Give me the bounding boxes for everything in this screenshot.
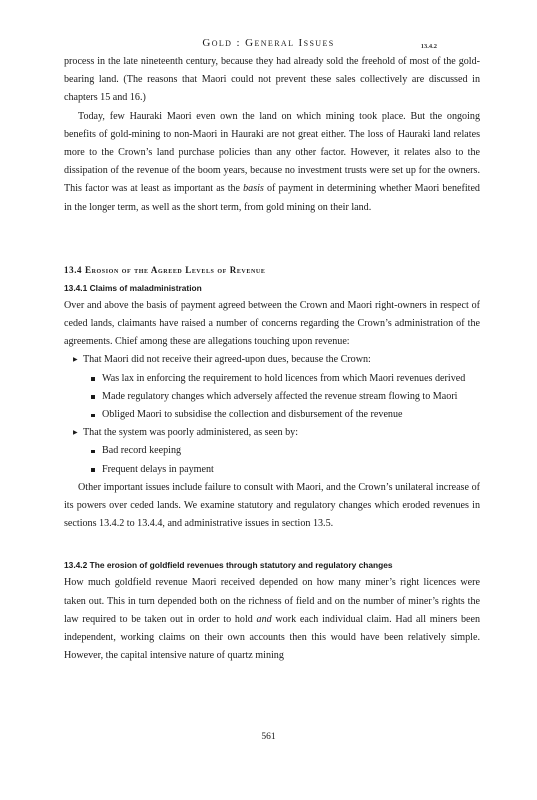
text-run: work each individual claim. Had all miners been independent, working claims on their own accounts then this would have been relatively simple. However, the capital intensive nature of quartz mining [64,613,481,662]
sub-bullet-list [83,370,480,425]
emphasis: and [256,613,272,625]
sub-list-item: Was lax in enforcing the requirement to hold licences from which Maori revenues derived [91,370,480,388]
section-number-tag: 13.4.2 [420,43,437,50]
page-number: 561 [261,732,276,742]
list-item [73,351,480,424]
running-header: Gold : General Issues [202,37,335,49]
sub-list-item: Obliged Maori to subsidise the collection and disbursement of the revenue [91,406,480,424]
text-run: How much goldfield revenue Maori received depended on how many miner’s right licences were taken out. This in turn depended both on the richness of field and on the number of miner’s rights the law required to be taken out in order to hold [64,577,480,625]
list-item [73,424,480,479]
sub-list-item: Made regulatory changes which adversely affected the revenue stream flowing to Maori [91,388,480,406]
subsection-heading: 13.4.1 Claims of maladministration [64,282,202,293]
list-item-text: That Maori did not receive their agreed-upon dues, because the Crown: [83,354,371,366]
paragraph: process in the late nineteenth century, because they had already sold the freehold of most of the gold-bearing land. (The reasons that Maori could not prevent these sales collectively are discussed in chapters 15 and 16.) [64,56,480,104]
text-run: Today, few Hauraki Maori even own the land on which mining took place. But the ongoing benefits of gold-mining to non-Maori in Hauraki are not great either. The loss of Hauraki land relates more to the Crown’s land purchase policies than any other factor. However, it relates also to the dissipation of the revenue of the boom years, because no investment trusts were set up for the owners. This factor was at least as important as the [64,110,480,195]
sub-list-item: Bad record keeping [91,442,480,460]
paragraph [64,108,480,217]
subsection-heading: 13.4.2 The erosion of goldfield revenues through statutory and regulatory changes [64,560,393,571]
paragraph: Over and above the basis of payment agreed between the Crown and Maori right-owners in respect of ceded lands, claimants have raised a number of concerns regarding the Crown’s administration of the agreements. Chief among these are allegations touching upon revenue: [64,299,480,348]
sub-list-item: Frequent delays in payment [91,461,480,479]
paragraph [64,574,480,665]
section-heading: 13.4 Erosion of the Agreed Levels of Revenue [64,264,266,275]
paragraph: Other important issues include failure to consult with Maori, and the Crown’s unilateral increase of its powers over ceded lands. We examine statutory and regulatory changes which eroded revenues in sections 13.4.2 to 13.4.4, and administrative issues in section 13.5. [64,481,480,530]
body-text [64,53,480,665]
text-run: of payment in determining whether Maori benefited in the longer term, as well as the short term, from gold mining on their land. [64,183,480,213]
list-item-text: That the system was poorly administered, as seen by: [83,427,299,439]
bullet-list [64,351,480,478]
emphasis: basis [243,183,264,195]
sub-bullet-list [83,442,480,478]
